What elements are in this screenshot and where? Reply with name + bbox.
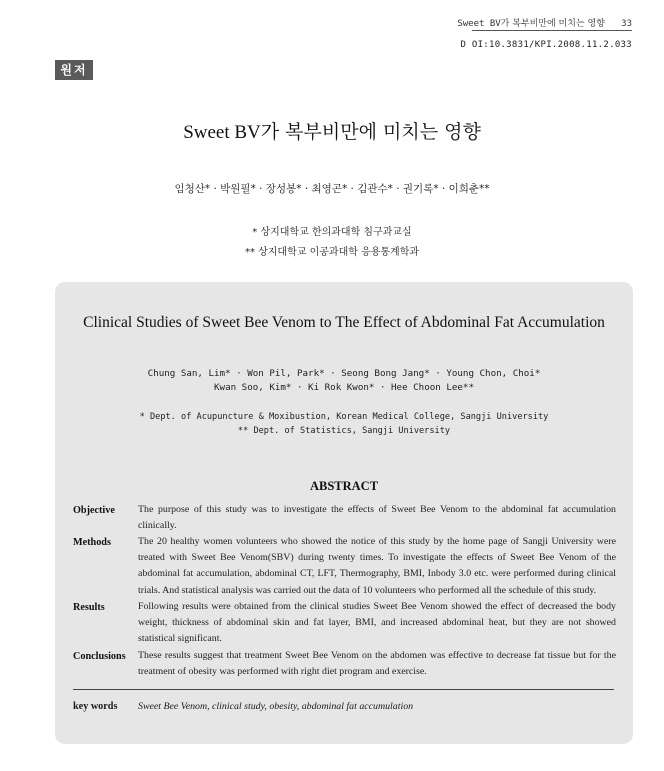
korean-authors: 임청산* · 박원필* · 장성봉* · 최영곤* · 김관수* · 권기록* · 이희춘** [174, 183, 490, 195]
objective-text: The purpose of this study was to investigate the effects of Sweet Bee Venom to the abdominal fat accumulation clinically. [138, 504, 616, 532]
methods-text: The 20 healthy women volunteers who showed the notice of this study by the home page of Sangji University were treated with Sweet Bee Venom(SBV) during twenty times. To investigate the effects of Sweet Bee Venom of the abdominal fat accumulation, abdominal CT, LFT, Thermography, BMI, Inbody 3.0 etc. were performed during clinical trials. And statistical analysis was carried out the data of 10 volunteers who performed all the schedule of this study. [138, 536, 616, 596]
korean-title-kr-part: 가 복부비만에 미치는 영향 [260, 121, 481, 143]
running-header [457, 16, 632, 29]
conclusions-text: These results suggest that treatment Sweet Bee Venom on the abdomen was effective to decrease fat tissue but for the treatment of obesity was performed with right diet program and exercise. [138, 650, 616, 678]
korean-title [0, 117, 664, 144]
abstract-heading: ABSTRACT [309, 479, 379, 493]
korean-title-en-part: Sweet BV [183, 122, 261, 143]
korean-affiliation-1: * 상지대학교 한의과대학 침구과교실 [252, 227, 412, 238]
running-title-kr: 가 복부비만에 미치는 영향 [500, 19, 605, 29]
korean-affiliation-2: ** 상지대학교 이공과대학 응용통계학과 [244, 247, 420, 258]
english-authors [55, 367, 633, 395]
doi: D OI:10.3831/KPI.2008.11.2.033 [460, 40, 632, 50]
running-title-en: Sweet BV [457, 19, 501, 29]
english-title: Clinical Studies of Sweet Bee Venom to The Effect of Abdominal Fat Accumulation [83, 314, 605, 331]
results-text: Following results were obtained from the clinical studies Sweet Bee Venom showed the effect of decreased the body weight, thickness of abdominal skin and fat layer, BMI, and increased abdominal heat, but they are not showed statistical significant. [138, 601, 616, 645]
english-authors-line-1: Chung San, Lim* · Won Pil, Park* · Seong Bong Jang* · Young Chon, Choi* [147, 368, 541, 379]
keywords-text: Sweet Bee Venom, clinical study, obesity, abdominal fat accumulation [138, 701, 414, 712]
keywords-label: key words [73, 701, 118, 712]
header-rule [472, 30, 632, 31]
english-affiliation-1: * Dept. of Acupuncture & Moxibustion, Korean Medical College, Sangji University [139, 412, 549, 422]
english-affiliations [55, 410, 633, 438]
page-number: 33 [621, 19, 632, 29]
methods-label: Methods [73, 537, 111, 548]
objective-label: Objective [73, 505, 115, 516]
english-affiliation-2: ** Dept. of Statistics, Sangji University [237, 426, 451, 436]
keywords-rule [73, 689, 614, 690]
conclusions-label: Conclusions [73, 651, 126, 662]
english-authors-line-2: Kwan Soo, Kim* · Ki Rok Kwon* · Hee Choon Lee** [214, 382, 474, 393]
results-label: Results [73, 602, 105, 613]
article-type-badge: 원저 [55, 60, 93, 80]
